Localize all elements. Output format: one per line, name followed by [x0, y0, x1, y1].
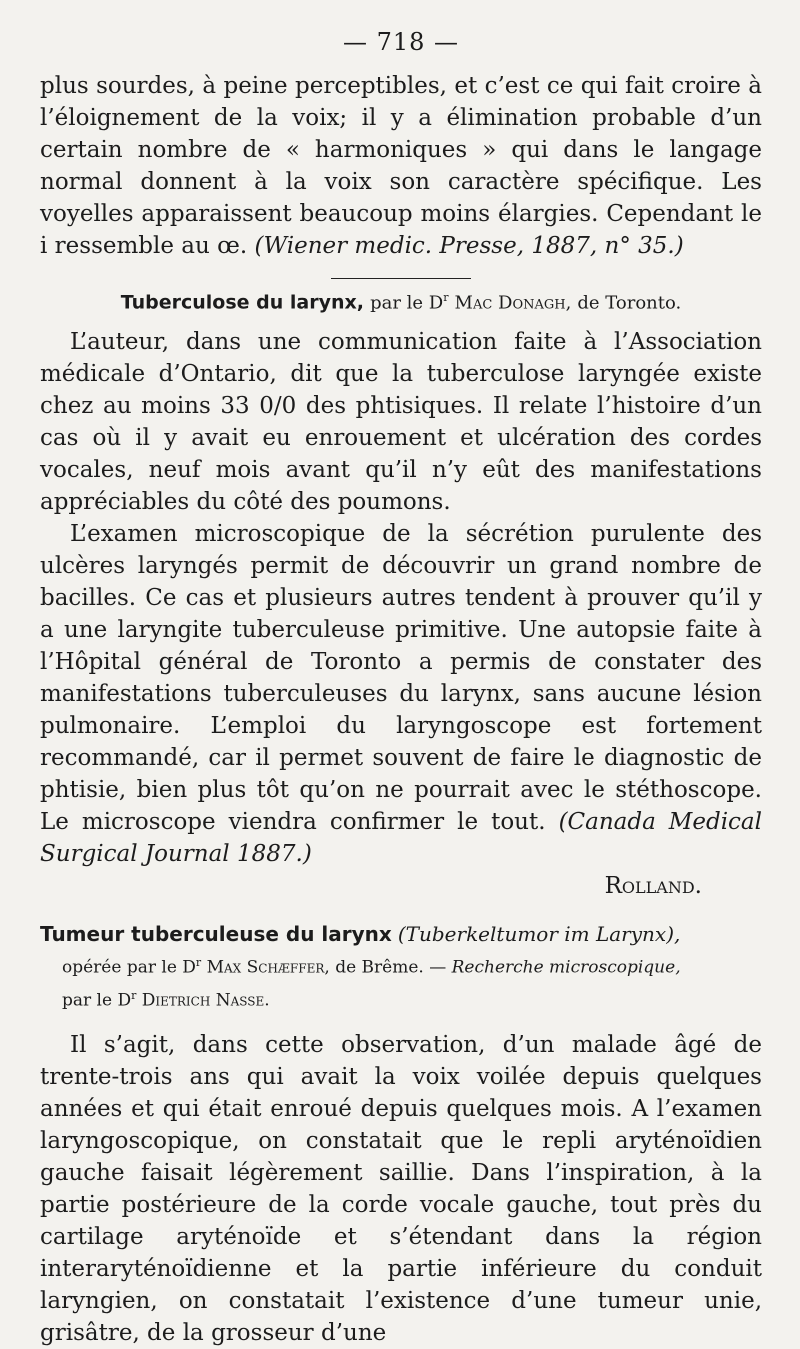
section2-title: Tumeur tuberculeuse du larynx — [40, 922, 392, 947]
section1-paragraph-1: L’auteur, dans une communication faite à l’Association médicale d’Ontario, dit que la tuberculose laryngée existe chez au moins 33 0/0 des phtisiques. Il relate l’histoire d’un cas où il y avait eu enrouement et ulcération des cordes vocales, neuf mois avant qu’il n’y eût des manifestations appréciables du côté des poumons. — [40, 329, 762, 516]
section1-heading — [40, 285, 762, 316]
section1-byline-suffix: de Toronto. — [577, 292, 682, 314]
section2-surgeon: Max Schæffer, — [206, 957, 330, 978]
section1-paragraph-2 — [40, 518, 762, 870]
section2-line2-prefix: opérée par le D — [62, 957, 196, 978]
page-number: — 718 — — [342, 28, 460, 56]
section2-line2-city: de Brême. — — [335, 957, 447, 978]
section2-line2-sup: r — [195, 956, 202, 970]
section2-line-3 — [40, 982, 762, 1015]
section1-citation: (Canada Medical Surgical Journal 1887.) — [40, 809, 762, 868]
section1-byline-sup: r — [443, 291, 449, 304]
section1-paragraph-2-text: L’examen microscopique de la sécrétion purulente des ulcères laryngés permit de découvrir un grand nombre de bacilles. Ce cas et plusieurs autres tendent à prouver qu’il y a une laryngite tuberculeuse primitive. Une autopsie faite à l’Hôpital général de Toronto a permis de constater des manifestations tuberculeuses du larynx, sans aucune lésion pulmonaire. L’emploi du laryngoscope est fortement recommandé, car il permet souvent de faire le diagnostic de phtisie, bien plus tôt qu’on ne pourrait avec le stéthoscope. Le microscope viendra confirmer le tout. — [40, 521, 762, 836]
section2-researcher: Dietrich Nasse. — [141, 990, 270, 1011]
section2-line3-prefix: par le D — [62, 990, 132, 1011]
section-divider — [331, 278, 471, 279]
section2-line2-italic: Recherche microscopique, — [451, 957, 681, 978]
section1-signature: Rolland. — [604, 873, 702, 900]
section2-heading — [40, 920, 762, 1014]
section1-author: Mac Donagh, — [454, 292, 572, 314]
section1-title: Tuberculose du larynx, — [120, 291, 365, 314]
section2-line3-sup: r — [131, 988, 137, 1002]
section1-byline-prefix: par le D — [370, 292, 444, 314]
intro-paragraph — [40, 70, 762, 262]
section2-line-2 — [40, 949, 762, 982]
intro-text: plus sourdes, à peine perceptibles, et c’est ce qui fait croire à l’éloignement de la voix; il y a élimination probable d’un certain nombre de « harmoniques » qui dans le langage normal donnent à la voix son caractère spécifique. Les voyelles apparaissent beaucoup moins élargies. Cependant le i ressemble au œ. — [40, 73, 762, 259]
signature-row — [40, 870, 762, 902]
section2-paragraph: Il s’agit, dans cette observation, d’un malade âgé de trente-trois ans qui avait la voix voilée depuis quelques années et qui était enroué depuis quelques mois. A l’examen laryngoscopique, on constatait que le repli aryténoïdien gauche faisait légèrement saillie. Dans l’inspiration, à la partie postérieure de la corde vocale gauche, tout près du cartilage aryténoïde et s’étendant dans la région interaryténoïdienne et la partie inférieure du conduit laryngien, on constatait l’existence d’une tumeur unie, grisâtre, de la grosseur d’une — [40, 1031, 762, 1346]
intro-citation: (Wiener medic. Presse, 1887, n° 35.) — [254, 233, 684, 259]
section2-title-german: (Tuberkeltumor im Larynx), — [397, 922, 681, 947]
